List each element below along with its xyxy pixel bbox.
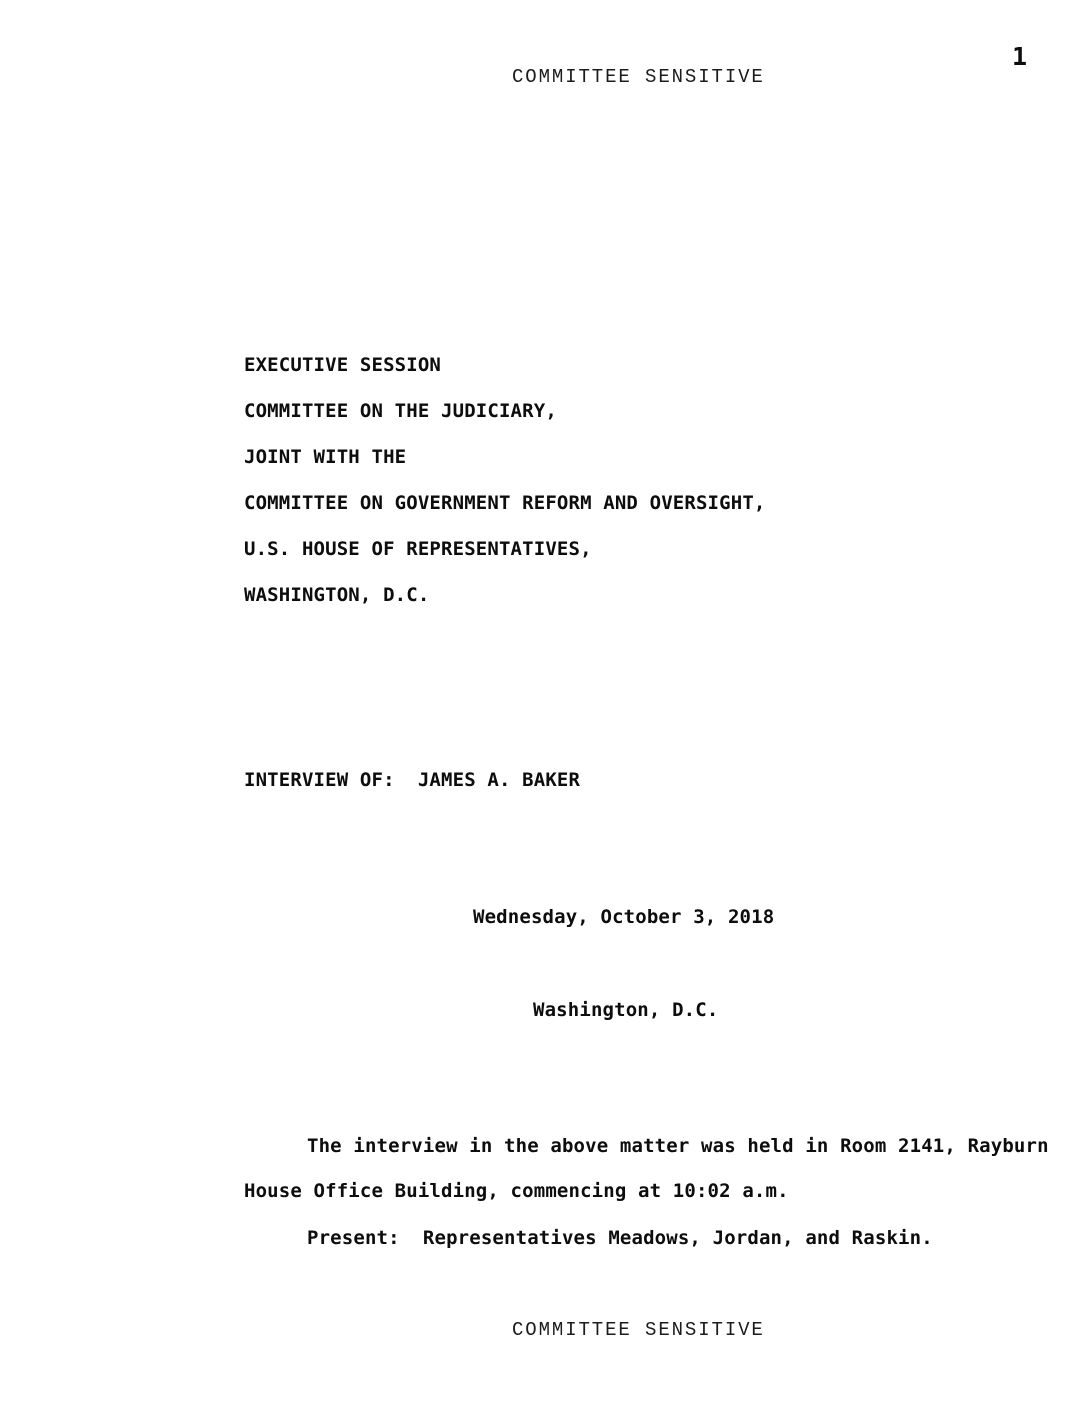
page-number: 1 [1012,42,1028,71]
title-line-committee-government-reform: COMMITTEE ON GOVERNMENT REFORM AND OVERSIGHT, [244,492,766,514]
footer-committee-sensitive: COMMITTEE SENSITIVE [512,1319,765,1341]
session-location-line: Washington, D.C. [533,999,719,1021]
body-paragraph-line-2: House Office Building, commencing at 10:02 a.m. [244,1180,789,1202]
header-committee-sensitive: COMMITTEE SENSITIVE [512,66,765,88]
present-line: Present: Representatives Meadows, Jordan, and Raskin. [307,1227,933,1249]
body-paragraph-line-1: The interview in the above matter was held in Room 2141, Rayburn [307,1135,1049,1157]
title-line-committee-judiciary: COMMITTEE ON THE JUDICIARY, [244,400,557,422]
title-line-executive-session: EXECUTIVE SESSION [244,354,442,376]
title-line-joint-with: JOINT WITH THE [244,446,407,468]
title-line-washington-dc: WASHINGTON, D.C. [244,584,430,606]
title-line-house-of-representatives: U.S. HOUSE OF REPRESENTATIVES, [244,538,592,560]
interview-of-line: INTERVIEW OF: JAMES A. BAKER [244,769,581,791]
session-date-line: Wednesday, October 3, 2018 [473,906,775,928]
